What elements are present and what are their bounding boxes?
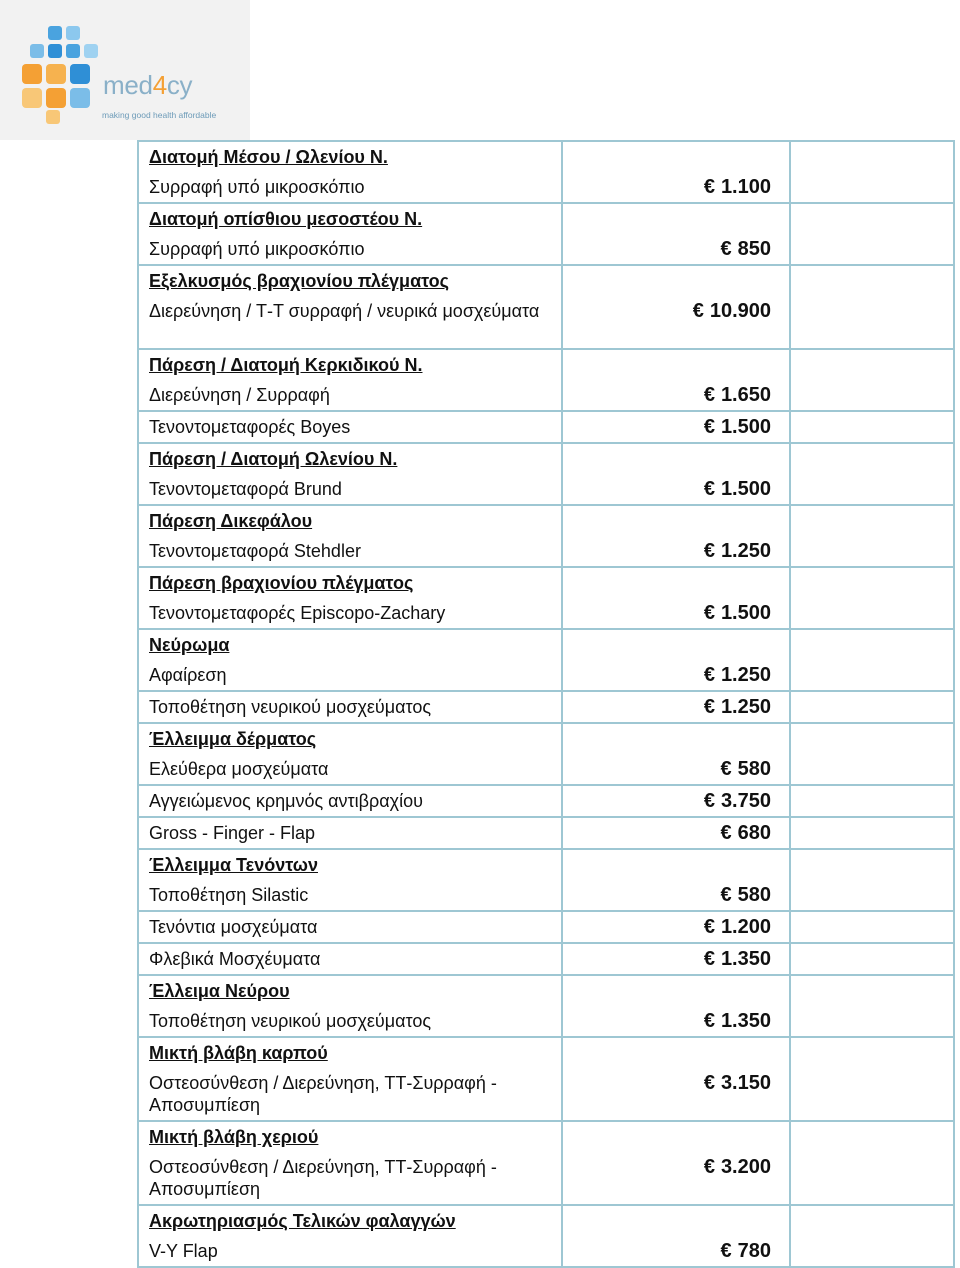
euro-icon: € (720, 1240, 732, 1262)
procedure-name: Τοποθέτηση νευρικού μοσχεύματος (149, 697, 432, 717)
procedure-cell (138, 911, 562, 943)
condition-heading: Πάρεση / Διατομή Ωλενίου Ν. (149, 449, 398, 469)
procedure-cell (138, 505, 562, 567)
procedure-cell (138, 203, 562, 265)
price-cell (562, 975, 790, 1037)
price-row (138, 567, 954, 629)
euro-icon: € (692, 300, 704, 322)
price-row (138, 505, 954, 567)
price-amount: 1.500 (720, 602, 771, 624)
condition-heading: Νεύρωμα (149, 635, 230, 655)
procedure-cell (138, 349, 562, 411)
price-amount: 1.250 (720, 696, 771, 718)
price-cell (562, 505, 790, 567)
empty-cell (790, 1037, 954, 1121)
procedure-cell (138, 817, 562, 849)
price-amount: 680 (737, 822, 771, 844)
price-amount: 1.200 (720, 916, 771, 938)
price-cell (562, 629, 790, 691)
procedure-name: Φλεβικά Μοσχέυματα (149, 949, 321, 969)
empty-cell (790, 629, 954, 691)
price-amount: 10.900 (709, 300, 771, 322)
euro-icon: € (703, 664, 715, 686)
empty-cell (790, 817, 954, 849)
condition-heading: Εξελκυσμός βραχιονίου πλέγματος (149, 271, 450, 291)
condition-heading: Πάρεση βραχιονίου πλέγματος (149, 573, 414, 593)
empty-cell (790, 411, 954, 443)
procedure-name: Τενοντομεταφορές Episcopo-Zachary (149, 603, 446, 623)
condition-heading: Διατομή οπίσθιου μεσοστέου Ν. (149, 209, 423, 229)
empty-cell (790, 1205, 954, 1267)
empty-cell (790, 943, 954, 975)
procedure-cell (138, 849, 562, 911)
condition-heading: Διατομή Μέσου / Ωλενίου Ν. (149, 147, 388, 167)
empty-cell (790, 349, 954, 411)
procedure-name: Ελεύθερα μοσχεύματα (149, 759, 329, 779)
euro-icon: € (703, 384, 715, 406)
empty-cell (790, 203, 954, 265)
price-cell (562, 785, 790, 817)
empty-cell (790, 505, 954, 567)
price-cell (562, 691, 790, 723)
euro-icon: € (703, 602, 715, 624)
price-cell (562, 265, 790, 349)
price-cell (562, 141, 790, 203)
price-row (138, 1121, 954, 1205)
price-amount: 1.250 (720, 540, 771, 562)
price-row (138, 629, 954, 691)
condition-heading: Έλλειμα Νεύρου (149, 981, 290, 1001)
empty-cell (790, 911, 954, 943)
logo (0, 0, 250, 140)
price-row (138, 691, 954, 723)
empty-cell (790, 849, 954, 911)
empty-cell (790, 265, 954, 349)
condition-heading: Μικτή βλάβη χεριού (149, 1127, 319, 1147)
price-row (138, 349, 954, 411)
price-cell (562, 817, 790, 849)
condition-heading: Έλλειμμα Τενόντων (149, 855, 318, 875)
price-amount: 1.350 (720, 1010, 771, 1032)
price-row (138, 203, 954, 265)
euro-icon: € (720, 884, 732, 906)
price-row (138, 723, 954, 785)
price-cell (562, 1121, 790, 1205)
procedure-name: Τενοντομεταφορές Boyes (149, 417, 351, 437)
procedure-cell (138, 691, 562, 723)
price-amount: 780 (737, 1240, 771, 1262)
price-amount: 3.200 (720, 1156, 771, 1178)
procedure-cell (138, 443, 562, 505)
price-row (138, 411, 954, 443)
condition-heading: Πάρεση Δικεφάλου (149, 511, 313, 531)
procedure-name: Οστεοσύνθεση / Διερεύνηση, ΤΤ-Συρραφή - Αποσυμπίεση (149, 1157, 497, 1199)
procedure-cell (138, 723, 562, 785)
price-row (138, 141, 954, 203)
empty-cell (790, 975, 954, 1037)
euro-icon: € (703, 176, 715, 198)
procedure-name: Τοποθέτηση Silastic (149, 885, 309, 905)
brand-tagline: making good health affordable (102, 110, 217, 120)
euro-icon: € (720, 238, 732, 260)
procedure-cell (138, 1121, 562, 1205)
condition-heading: Έλλειμμα δέρματος (149, 729, 317, 749)
procedure-name: Gross - Finger - Flap (149, 823, 316, 843)
price-amount: 1.500 (720, 478, 771, 500)
price-row (138, 1205, 954, 1267)
procedure-cell (138, 943, 562, 975)
procedure-cell (138, 629, 562, 691)
procedure-cell (138, 265, 562, 349)
euro-icon: € (703, 948, 715, 970)
price-row (138, 785, 954, 817)
price-amount: 1.350 (720, 948, 771, 970)
price-cell (562, 567, 790, 629)
price-row (138, 943, 954, 975)
procedure-cell (138, 411, 562, 443)
price-cell (562, 203, 790, 265)
procedure-name: Διερεύνηση / Τ-Τ συρραφή / νευρικά μοσχεύματα (149, 301, 540, 321)
procedure-name: Συρραφή υπό μικροσκόπιο (149, 177, 365, 197)
procedure-name: V-Y Flap (149, 1241, 218, 1261)
price-row (138, 817, 954, 849)
euro-icon: € (703, 416, 715, 438)
price-amount: 1.100 (720, 176, 771, 198)
price-amount: 1.650 (720, 384, 771, 406)
price-amount: 3.150 (720, 1072, 771, 1094)
procedure-name: Τενόντια μοσχεύματα (149, 917, 318, 937)
condition-heading: Πάρεση / Διατομή Κερκιδικού Ν. (149, 355, 423, 375)
empty-cell (790, 141, 954, 203)
euro-icon: € (720, 822, 732, 844)
procedure-name: Διερεύνηση / Συρραφή (149, 385, 330, 405)
procedure-cell (138, 1205, 562, 1267)
price-row (138, 1037, 954, 1121)
euro-icon: € (703, 916, 715, 938)
euro-icon: € (703, 540, 715, 562)
price-amount: 850 (737, 238, 771, 260)
price-cell (562, 349, 790, 411)
price-table (137, 140, 955, 1268)
price-cell (562, 1205, 790, 1267)
price-cell (562, 723, 790, 785)
empty-cell (790, 785, 954, 817)
medical-cross-logo-icon (20, 24, 102, 128)
euro-icon: € (703, 790, 715, 812)
price-amount: 1.500 (720, 416, 771, 438)
procedure-name: Αφαίρεση (149, 665, 227, 685)
empty-cell (790, 443, 954, 505)
procedure-name: Τενοντομεταφορά Stehdler (149, 541, 361, 561)
euro-icon: € (703, 1156, 715, 1178)
procedure-name: Συρραφή υπό μικροσκόπιο (149, 239, 365, 259)
euro-icon: € (703, 1072, 715, 1094)
price-cell (562, 411, 790, 443)
price-row (138, 443, 954, 505)
price-amount: 1.250 (720, 664, 771, 686)
price-cell (562, 443, 790, 505)
price-cell (562, 911, 790, 943)
price-amount: 3.750 (720, 790, 771, 812)
condition-heading: Μικτή βλάβη καρπού (149, 1043, 328, 1063)
empty-cell (790, 567, 954, 629)
procedure-cell (138, 1037, 562, 1121)
procedure-cell (138, 141, 562, 203)
price-cell (562, 943, 790, 975)
procedure-name: Τενοντομεταφορά Brund (149, 479, 342, 499)
price-row (138, 975, 954, 1037)
price-cell (562, 849, 790, 911)
procedure-name: Οστεοσύνθεση / Διερεύνηση, ΤΤ-Συρραφή - Αποσυμπίεση (149, 1073, 497, 1115)
price-cell (562, 1037, 790, 1121)
price-row (138, 849, 954, 911)
empty-cell (790, 691, 954, 723)
price-amount: 580 (737, 884, 771, 906)
price-row (138, 265, 954, 349)
brand-name: med4cy (103, 70, 193, 100)
euro-icon: € (703, 478, 715, 500)
euro-icon: € (703, 696, 715, 718)
procedure-name: Αγγειώμενος κρημνός αντιβραχίου (149, 791, 423, 811)
euro-icon: € (720, 758, 732, 780)
price-amount: 580 (737, 758, 771, 780)
price-row (138, 911, 954, 943)
empty-cell (790, 723, 954, 785)
empty-cell (790, 1121, 954, 1205)
condition-heading: Ακρωτηριασμός Τελικών φαλαγγών (149, 1211, 456, 1231)
procedure-cell (138, 785, 562, 817)
procedure-cell (138, 567, 562, 629)
procedure-name: Τοποθέτηση νευρικού μοσχεύματος (149, 1011, 432, 1031)
procedure-cell (138, 975, 562, 1037)
euro-icon: € (703, 1010, 715, 1032)
